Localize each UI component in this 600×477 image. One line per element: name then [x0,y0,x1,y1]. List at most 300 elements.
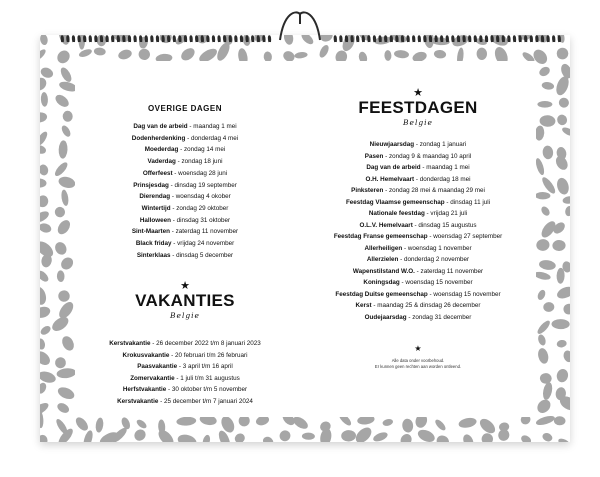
pattern-spot [536,289,547,301]
vakanties-row: Herfstvakantie - 30 oktober t/m 5 november [122,386,248,394]
pattern-spot [40,285,48,306]
binding-loop [491,36,493,42]
pattern-spot [554,416,566,425]
pattern-spot [54,356,67,369]
entry-date: vrijdag 24 november [177,240,235,248]
binding-loop [73,36,75,42]
pattern-spot [176,433,198,442]
entry-date: zondag 14 mei [183,146,226,154]
pattern-spot [40,209,51,224]
pattern-spot [41,92,49,107]
feestdagen-row: O.L.V. Hemelvaart - dinsdag 15 augustus [359,221,477,229]
pattern-spot [95,417,104,433]
binding-loop [435,36,437,42]
entry-date: maandag 25 & dinsdag 26 december [377,302,481,309]
entry-date: dinsdag 19 september [174,181,237,189]
pattern-spot [82,429,95,442]
pattern-spot [539,115,555,127]
binding-loop [201,36,203,42]
feestdagen-row: O.H. Hemelvaart - donderdag 18 mei [365,175,471,183]
binding-loop [334,36,336,42]
binding-loop [229,36,231,42]
pattern-spot [277,428,292,442]
binding-loop [469,36,471,42]
pattern-spot [40,178,47,188]
pattern-spot [562,349,570,363]
binding-loop [246,36,248,42]
pattern-spot [551,319,569,329]
binding-loop [145,36,147,42]
pattern-spot [353,425,374,442]
entry-date: zondag 31 december [412,313,472,321]
entry-name: Wapenstilstand W.O. [352,267,415,275]
pattern-spot [533,271,551,282]
pattern-spot [40,269,50,284]
pattern-spot [561,302,570,317]
entry-name: Herfstvakantie [122,386,167,394]
entry-date: 30 oktober t/m 5 november [171,386,248,394]
calendar-page [40,35,570,442]
pattern-spot [562,195,570,204]
pattern-spot [58,290,71,303]
entry-name: O.L.V. Hemelvaart [359,221,413,229]
entry-name: Pasen [364,152,384,160]
disclaimer-line-1: Alle data onder voorbehoud. [391,358,445,363]
pattern-spot [458,416,478,429]
star-icon: ★ [414,344,422,353]
entry-date: donderdag 4 mei [190,134,239,142]
pattern-spot [561,126,570,138]
pattern-spot [57,175,76,190]
overige-dagen-row: Sint-Maarten - zaterdag 11 november [131,228,239,236]
pattern-spot [53,92,71,109]
pattern-spot [542,145,554,160]
binding-loop [402,36,404,42]
spiral-binding [0,0,600,60]
feestdagen-row: Feestdag Duitse gemeenschap - woensdag 15 november [335,290,501,298]
entry-name: Krokusvakantie [122,351,170,359]
feestdagen-row: Wapenstilstand W.O. - zaterdag 11 november [352,267,484,275]
pattern-spot [132,427,148,442]
overige-dagen-row: Prinsjesdag - dinsdag 19 september [133,181,237,189]
feestdagen-row: Nationale feestdag - vrijdag 21 juli [368,210,468,217]
right-column [300,61,536,369]
binding-loop [95,36,97,42]
pattern-spot [372,431,389,442]
pattern-spot [558,96,570,108]
vakanties-row: Paasvakantie - 3 april t/m 16 april [137,363,233,371]
overige-dagen-row: Dierendag - woensdag 4 okober [139,193,231,201]
entry-name: Sinterklaas [136,251,171,259]
pattern-spot [382,418,394,427]
pattern-spot [535,238,550,252]
feestdagen-row: Nieuwjaarsdag - zondag 1 januari [369,141,467,148]
pattern-spot [40,305,52,320]
pattern-spot [434,418,448,432]
binding-loop [157,36,159,42]
disclaimer-line-2: Er kunnen geen rechten aan worden ontleend. [374,363,462,369]
pattern-spot [552,240,566,252]
pattern-spot [40,381,48,395]
entry-name: Dag van de arbeid [133,123,188,130]
pattern-spot [555,368,569,384]
binding-loop [525,36,527,42]
pattern-spot [554,75,570,97]
pattern-spot [56,367,76,379]
pattern-spot [497,428,511,442]
entry-date: zondag 9 & maandag 10 april [388,152,472,160]
vakanties-list [75,338,295,407]
vakanties-title: VAKANTIES [135,291,235,311]
binding-loop [190,36,192,42]
entry-date: 26 december 2022 t/m 8 januari 2023 [156,340,261,348]
binding-loop [235,36,237,42]
binding-loop [89,36,91,42]
pattern-spot [40,144,47,155]
pattern-spot [556,339,567,348]
pattern-spot [398,432,413,442]
pattern-spot [535,414,556,427]
entry-date: woensdag 27 september [433,233,503,240]
binding-loop [224,36,226,42]
pattern-spot [40,112,48,124]
pattern-spot [520,434,533,442]
pattern-spot [477,416,497,436]
vakanties-row: Kerstvakantie - 26 december 2022 t/m 8 januari 2023 [109,340,261,348]
entry-date: woensdag 28 juni [178,169,228,177]
binding-loop [385,36,387,42]
pattern-spot [537,347,550,365]
overige-dagen-row: Wintertijd - zondag 29 oktober [141,204,229,212]
entry-name: Zomervakantie [130,374,175,382]
binding-loop [123,36,125,42]
entry-date: dinsdag 5 december [176,251,234,259]
pattern-spot [53,160,70,178]
entry-date: 25 december t/m 7 januari 2024 [164,397,253,405]
pattern-spot [56,401,71,415]
feestdagen-row: Feestdag Vlaamse gemeenschap - dinsdag 11 juli [345,198,491,206]
pattern-spot [538,65,552,78]
content-area [75,61,536,417]
entry-name: Nieuwjaarsdag [369,141,415,148]
entry-name: O.H. Hemelvaart [365,175,415,183]
entry-date: zaterdag 11 november [420,267,484,275]
binding-loop [558,36,560,42]
pattern-spot [60,124,72,138]
binding-loop [452,36,454,42]
binding-loop [84,36,86,42]
pattern-spot [541,81,554,90]
binding-loop [390,36,392,42]
binding-loop [346,36,348,42]
pattern-spot [537,101,552,108]
pattern-spot [555,177,570,196]
feestdagen-list [300,139,536,323]
entry-name: Allerheiligen [364,244,403,252]
pattern-spot [540,205,552,217]
binding-loop [117,36,119,42]
pattern-spot [40,324,52,336]
pattern-spot [538,259,556,271]
binding-loop [173,36,175,42]
binding-loop [424,36,426,42]
entry-name: Kerstvakantie [109,340,151,348]
star-icon: ★ [180,280,190,293]
binding-loop [553,36,555,42]
pattern-spot [53,205,67,219]
pattern-spot [540,373,553,384]
entry-date: dinsdag 15 augustus [418,221,477,229]
pattern-spot [55,218,72,237]
binding-loop [396,36,398,42]
entry-date: zaterdag 11 november [175,228,239,236]
entry-name: Wintertijd [141,204,171,212]
pattern-spot [401,418,413,433]
entry-date: vrijdag 21 juli [430,210,468,217]
pattern-spot [59,255,76,272]
binding-loop [269,36,271,42]
binding-loop [67,36,69,42]
entry-date: 1 juli t/m 31 augustus [180,374,240,382]
binding-loop [446,36,448,42]
binding-loop [379,36,381,42]
binding-loop [78,36,80,42]
binding-loop [196,36,198,42]
entry-name: Black friday [135,240,172,248]
binding-loop [497,36,499,42]
entry-name: Dodenherdenking [131,134,186,142]
entry-date: maandag 1 mei [426,164,470,171]
binding-loop [162,36,164,42]
entry-name: Nationale feestdag [368,210,425,217]
binding-loop [241,36,243,42]
pattern-spot [40,222,52,234]
binding-loop [530,36,532,42]
binding-loop [252,36,254,42]
pattern-spot [541,431,554,442]
feestdagen-row: Oudejaarsdag - zondag 31 december [364,313,472,321]
pattern-spot [176,416,196,426]
pattern-spot [554,154,570,172]
left-column [75,61,295,407]
binding-loop [112,36,114,42]
pattern-spot [60,334,76,352]
pattern-spot [233,432,247,442]
entry-name: Dag van de arbeid [366,164,421,171]
pattern-spot [202,434,212,442]
entry-name: Feestdag Franse gemeenschap [333,233,428,240]
binding-loop [207,36,209,42]
entry-date: 20 februari t/m 26 februari [175,351,248,359]
pattern-spot [40,338,46,351]
pattern-spot [40,75,49,93]
pattern-spot [543,302,555,313]
binding-loop [441,36,443,42]
entry-name: Kerst [355,302,372,309]
binding-loop [458,36,460,42]
entry-date: dinsdag 31 oktober [176,216,231,224]
binding-loop [413,36,415,42]
pattern-spot [59,66,74,84]
pattern-spot [63,111,73,122]
binding-loop [463,36,465,42]
pattern-spot [74,415,91,433]
overige-dagen-row: Halloween - dinsdag 31 oktober [139,216,231,224]
overige-dagen-row: Offerfeest - woensdag 28 juni [142,169,228,177]
binding-loop [140,36,142,42]
binding-loop [351,36,353,42]
pattern-spot [60,189,69,206]
binding-loop [362,36,364,42]
entry-name: Prinsjesdag [133,181,169,189]
feestdagen-subtitle: Belgie [403,118,433,127]
overige-dagen-list [75,121,295,261]
pattern-spot [564,205,570,217]
pattern-spot [40,194,49,208]
binding-loop [357,36,359,42]
pattern-spot [53,240,69,257]
binding-loop [151,36,153,42]
entry-name: Allerzielen [366,256,399,263]
entry-date: woensdag 1 november [407,244,472,252]
overige-dagen-row: Vaderdag - zondag 18 juni [147,158,223,166]
binding-loop [407,36,409,42]
vakanties-row: Krokusvakantie - 20 februari t/m 26 februari [122,351,248,359]
pattern-spot [341,430,356,442]
overige-dagen-row: Black friday - vrijdag 24 november [135,240,235,248]
entry-name: Moederdag [144,146,179,154]
binding-loop [213,36,215,42]
entry-name: Paasvakantie [137,363,178,371]
disclaimer-note [300,358,536,369]
binding-loop [257,36,259,42]
overige-dagen-row: Sinterklaas - dinsdag 5 december [136,251,234,259]
entry-date: donderdag 18 mei [419,175,471,183]
entry-date: dinsdag 11 juli [450,198,491,206]
pattern-spot [58,140,68,159]
entry-name: Vaderdag [147,158,176,166]
pattern-spot [40,369,57,384]
feestdagen-row: Feestdag Franse gemeenschap - woensdag 27 september [333,233,503,240]
entry-name: Offerfeest [142,169,173,177]
binding-loop [185,36,187,42]
binding-loop [101,36,103,42]
overige-dagen-row: Dag van de arbeid - maandag 1 mei [133,123,237,130]
overige-dagen-row: Moederdag - zondag 14 mei [144,146,226,154]
entry-date: woensdag 15 november [405,279,473,286]
binding-loop [542,36,544,42]
binding-loop [519,36,521,42]
binding-loop [508,36,510,42]
entry-name: Feestdag Duitse gemeenschap [335,290,428,298]
entry-name: Koningsdag [363,279,400,286]
entry-name: Halloween [139,216,171,224]
binding-loop [374,36,376,42]
binding-loop [106,36,108,42]
feestdagen-row: Kerst - maandag 25 & dinsdag 26 december [355,302,481,309]
vakanties-row: Kerstvakantie - 25 december t/m 7 januari 2024 [117,397,253,405]
pattern-spot [434,433,451,442]
binding-loop [179,36,181,42]
feestdagen-row: Pinksteren - zondag 28 mei & maandag 29 mei [351,187,485,194]
binding-loop [547,36,549,42]
binding-loop [61,36,63,42]
binding-loop [486,36,488,42]
binding-loop [263,36,265,42]
pattern-spot [555,284,570,300]
entry-date: 3 april t/m 16 april [182,363,233,371]
pattern-spot [302,432,315,439]
entry-date: zondag 1 januari [419,141,467,148]
pattern-spot [57,270,65,282]
entry-name: Feestdag Vlaamse gemeenschap [345,198,445,206]
feestdagen-row: Allerheiligen - woensdag 1 november [364,244,472,252]
entry-date: zondag 29 oktober [176,204,229,212]
pattern-spot [40,130,49,147]
feestdagen-row: Pasen - zondag 9 & maandag 10 april [364,152,472,160]
binding-loop [168,36,170,42]
pattern-spot [319,427,333,442]
binding-loop [514,36,516,42]
feestdagen-row: Koningsdag - woensdag 15 november [363,279,473,286]
star-icon: ★ [413,87,423,99]
pattern-spot [535,397,553,416]
vakanties-subtitle: Belgie [170,311,200,321]
entry-date: maandag 1 mei [193,123,237,130]
overige-dagen-title: OVERIGE DAGEN [147,104,223,113]
pattern-spot [416,427,437,442]
pattern-spot [56,385,76,401]
pattern-spot [261,435,274,442]
pattern-spot [40,434,48,442]
pattern-spot [542,381,554,400]
feestdagen-title: FEESTDAGEN [358,98,478,117]
pattern-spot [536,319,552,336]
binding-loop [368,36,370,42]
pattern-spot [40,349,53,368]
binding-loop [134,36,136,42]
pattern-spot [40,66,55,80]
entry-date: donderdag 2 november [403,256,470,263]
binding-loop [418,36,420,42]
binding-loop [129,36,131,42]
binding-loop [474,36,476,42]
entry-name: Pinksteren [351,187,384,194]
feestdagen-row: Dag van de arbeid - maandag 1 mei [366,164,470,171]
pattern-spot [135,418,148,430]
entry-name: Kerstvakantie [117,397,159,405]
pattern-spot [557,437,570,442]
pattern-spot [535,192,550,200]
entry-date: woensdag 15 november [433,290,501,298]
binding-loop [218,36,220,42]
binding-loop [480,36,482,42]
vakanties-row: Zomervakantie - 1 juli t/m 31 augustus [130,374,240,382]
binding-loop [536,36,538,42]
entry-date: zondag 28 mei & maandag 29 mei [388,187,485,194]
overige-dagen-row: Dodenherdenking - donderdag 4 mei [131,134,239,142]
binding-loop [430,36,432,42]
entry-name: Sint-Maarten [131,228,170,236]
pattern-spot [537,334,547,347]
entry-name: Dierendag [139,193,171,201]
pattern-spot [461,433,475,442]
pattern-spot [556,113,569,127]
binding-loop [340,36,342,42]
entry-name: Oudejaarsdag [364,313,407,321]
entry-date: zondag 18 juni [181,158,223,166]
feestdagen-row: Allerzielen - donderdag 2 november [366,256,470,263]
